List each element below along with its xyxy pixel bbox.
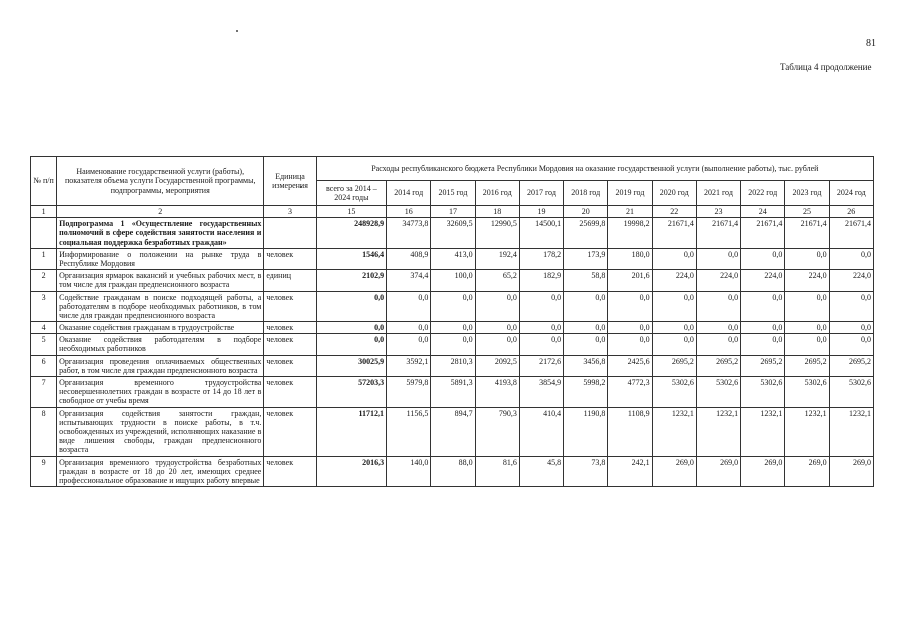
row-value: 0,0 — [519, 334, 563, 355]
column-number: 1 — [31, 206, 57, 218]
row-value: 178,2 — [519, 248, 563, 269]
header-year: 2018 год — [564, 181, 608, 206]
row-value: 0,0 — [785, 322, 829, 334]
row-unit: человек — [264, 355, 316, 376]
row-value: 0,0 — [387, 334, 431, 355]
row-value: 0,0 — [431, 322, 475, 334]
row-value: 3456,8 — [564, 355, 608, 376]
row-value: 14500,1 — [519, 218, 563, 249]
row-value: 224,0 — [652, 270, 696, 291]
row-value: 0,0 — [829, 334, 873, 355]
row-value: 5891,3 — [431, 377, 475, 408]
row-value: 4193,8 — [475, 377, 519, 408]
row-value: 1108,9 — [608, 407, 652, 456]
row-value: 12990,5 — [475, 218, 519, 249]
header-year: 2014 год — [387, 181, 431, 206]
header-year: 2015 год — [431, 181, 475, 206]
row-unit: человек — [264, 456, 316, 487]
row-value: 5302,6 — [741, 377, 785, 408]
header-year: 2016 год — [475, 181, 519, 206]
row-number: 6 — [31, 355, 57, 376]
row-value: 269,0 — [696, 456, 740, 487]
row-name: Организация временного трудоустройства безработных граждан в возрасте от 18 до 20 лет, имеющих среднее профессиональное образование и ищущих работу впервые — [57, 456, 264, 487]
row-value: 224,0 — [829, 270, 873, 291]
row-unit: человек — [264, 322, 316, 334]
column-number: 15 — [316, 206, 386, 218]
row-value: 0,0 — [608, 291, 652, 322]
row-value: 0,0 — [652, 248, 696, 269]
row-value: 173,9 — [564, 248, 608, 269]
row-value: 410,4 — [519, 407, 563, 456]
budget-table — [30, 156, 874, 487]
row-value: 0,0 — [829, 248, 873, 269]
table-row — [31, 218, 874, 249]
row-value: 790,3 — [475, 407, 519, 456]
row-value: 224,0 — [785, 270, 829, 291]
column-number: 18 — [475, 206, 519, 218]
header-year: 2021 год — [696, 181, 740, 206]
row-value: 242,1 — [608, 456, 652, 487]
table-caption: Таблица 4 продолжение — [780, 62, 872, 72]
row-value: 1232,1 — [785, 407, 829, 456]
row-unit: человек — [264, 291, 316, 322]
row-value: 100,0 — [431, 270, 475, 291]
row-total: 2102,9 — [316, 270, 386, 291]
header-unit: Единица измерения — [264, 157, 316, 206]
row-value: 2092,5 — [475, 355, 519, 376]
table-row — [31, 270, 874, 291]
row-value: 269,0 — [741, 456, 785, 487]
row-number: 9 — [31, 456, 57, 487]
row-value: 19998,2 — [608, 218, 652, 249]
row-total: 0,0 — [316, 334, 386, 355]
row-number: 7 — [31, 377, 57, 408]
row-value: 1232,1 — [652, 407, 696, 456]
header-no: № п/п — [31, 157, 57, 206]
row-value: 0,0 — [652, 291, 696, 322]
header-year: 2022 год — [741, 181, 785, 206]
row-value: 45,8 — [519, 456, 563, 487]
row-value: 1156,5 — [387, 407, 431, 456]
row-value: 65,2 — [475, 270, 519, 291]
row-value: 0,0 — [741, 334, 785, 355]
row-value: 5302,6 — [696, 377, 740, 408]
row-value: 0,0 — [475, 334, 519, 355]
row-value: 0,0 — [652, 334, 696, 355]
table-row — [31, 407, 874, 456]
column-number: 19 — [519, 206, 563, 218]
row-value: 0,0 — [785, 248, 829, 269]
row-value: 0,0 — [519, 322, 563, 334]
row-value: 0,0 — [475, 322, 519, 334]
table-row — [31, 377, 874, 408]
row-name: Подпрограмма 1 «Осуществление государственных полномочий в сфере содействия занятости населения и социальная поддержка безработных граждан» — [57, 218, 264, 249]
row-value: 58,8 — [564, 270, 608, 291]
row-name: Информирование о положении на рынке труда в Республике Мордовия — [57, 248, 264, 269]
row-value: 25699,8 — [564, 218, 608, 249]
row-value: 0,0 — [608, 322, 652, 334]
row-value: 224,0 — [696, 270, 740, 291]
row-value: 0,0 — [696, 248, 740, 269]
row-total: 2016,3 — [316, 456, 386, 487]
column-number: 3 — [264, 206, 316, 218]
row-value: 5998,2 — [564, 377, 608, 408]
row-value: 0,0 — [741, 322, 785, 334]
row-value: 2695,2 — [785, 355, 829, 376]
row-unit: человек — [264, 407, 316, 456]
row-value: 5979,8 — [387, 377, 431, 408]
row-value: 1232,1 — [741, 407, 785, 456]
row-value: 3592,1 — [387, 355, 431, 376]
row-value: 21671,4 — [741, 218, 785, 249]
row-value: 0,0 — [431, 334, 475, 355]
column-number: 25 — [785, 206, 829, 218]
row-unit — [264, 218, 316, 249]
row-value: 0,0 — [564, 291, 608, 322]
header-name: Наименование государственной услуги (работы), показателя объема услуги Государственной программы, подпрограммы, мероприятия — [57, 157, 264, 206]
row-total: 57203,3 — [316, 377, 386, 408]
row-value: 3854,9 — [519, 377, 563, 408]
row-total: 0,0 — [316, 322, 386, 334]
row-value: 0,0 — [829, 291, 873, 322]
row-value: 0,0 — [652, 322, 696, 334]
row-value: 4772,3 — [608, 377, 652, 408]
row-value: 140,0 — [387, 456, 431, 487]
row-value: 0,0 — [696, 334, 740, 355]
row-value: 0,0 — [564, 334, 608, 355]
row-value: 0,0 — [785, 334, 829, 355]
row-value: 32609,5 — [431, 218, 475, 249]
row-number: 3 — [31, 291, 57, 322]
column-numbers-row — [31, 206, 874, 218]
row-value: 224,0 — [741, 270, 785, 291]
row-value: 0,0 — [696, 291, 740, 322]
row-value: 1232,1 — [829, 407, 873, 456]
row-value: 5302,6 — [829, 377, 873, 408]
table-row — [31, 355, 874, 376]
row-value: 269,0 — [652, 456, 696, 487]
column-number: 17 — [431, 206, 475, 218]
row-value: 21671,4 — [785, 218, 829, 249]
row-value: 21671,4 — [696, 218, 740, 249]
header-year: 2017 год — [519, 181, 563, 206]
row-number: 8 — [31, 407, 57, 456]
row-value: 1190,8 — [564, 407, 608, 456]
row-value: 2695,2 — [696, 355, 740, 376]
row-value: 5302,6 — [785, 377, 829, 408]
row-name: Организация содействия занятости граждан, испытывающих трудности в поиске работы, в т.ч. освобожденных из учреждений, исполняющих наказание в виде лишения свободы, граждан предпенсионного возраста — [57, 407, 264, 456]
row-value: 0,0 — [608, 334, 652, 355]
row-total: 1546,4 — [316, 248, 386, 269]
column-number: 22 — [652, 206, 696, 218]
row-value: 0,0 — [785, 291, 829, 322]
row-number: 2 — [31, 270, 57, 291]
row-name: Организация временного трудоустройства несовершеннолетних граждан в возрасте от 14 до 18 лет в свободное от учебы время — [57, 377, 264, 408]
row-value: 81,6 — [475, 456, 519, 487]
row-value: 0,0 — [475, 291, 519, 322]
page-number: 81 — [866, 38, 876, 49]
row-value: 0,0 — [431, 291, 475, 322]
row-total: 0,0 — [316, 291, 386, 322]
table-row — [31, 334, 874, 355]
row-value: 2425,6 — [608, 355, 652, 376]
row-value: 0,0 — [519, 291, 563, 322]
column-number: 23 — [696, 206, 740, 218]
table-row — [31, 291, 874, 322]
header-year: 2023 год — [785, 181, 829, 206]
row-name: Оказание содействия работодателям в подборе необходимых работников — [57, 334, 264, 355]
row-value: 0,0 — [829, 322, 873, 334]
row-value: 88,0 — [431, 456, 475, 487]
row-value: 34773,8 — [387, 218, 431, 249]
column-number: 20 — [564, 206, 608, 218]
row-value: 201,6 — [608, 270, 652, 291]
row-value: 21671,4 — [652, 218, 696, 249]
row-value: 2695,2 — [829, 355, 873, 376]
row-unit: человек — [264, 377, 316, 408]
row-name: Организация ярмарок вакансий и учебных рабочих мест, в том числе для граждан предпенсионного возраста — [57, 270, 264, 291]
row-unit: человек — [264, 248, 316, 269]
row-name: Содействие гражданам в поиске подходящей работы, а работодателям в подборе необходимых работников, в том числе для граждан предпенсионного возраста — [57, 291, 264, 322]
row-value: 180,0 — [608, 248, 652, 269]
row-value: 0,0 — [564, 322, 608, 334]
row-total: 248928,9 — [316, 218, 386, 249]
scan-speck — [236, 30, 238, 32]
row-value: 192,4 — [475, 248, 519, 269]
row-name: Организация проведения оплачиваемых общественных работ, в том числе для граждан предпенсионного возраста — [57, 355, 264, 376]
row-value: 413,0 — [431, 248, 475, 269]
column-number: 26 — [829, 206, 873, 218]
row-value: 73,8 — [564, 456, 608, 487]
row-value: 0,0 — [741, 291, 785, 322]
row-value: 269,0 — [829, 456, 873, 487]
header-expenses: Расходы республиканского бюджета Республики Мордовия на оказание государственной услуги (выполнение работы), тыс. рублей — [316, 157, 873, 181]
row-value: 2695,2 — [741, 355, 785, 376]
row-value: 182,9 — [519, 270, 563, 291]
row-name: Оказание содействия гражданам в трудоустройстве — [57, 322, 264, 334]
column-number: 21 — [608, 206, 652, 218]
column-number: 16 — [387, 206, 431, 218]
row-value: 2695,2 — [652, 355, 696, 376]
row-number: 5 — [31, 334, 57, 355]
row-number — [31, 218, 57, 249]
row-value: 374,4 — [387, 270, 431, 291]
column-number: 24 — [741, 206, 785, 218]
header-total: всего за 2014 – 2024 годы — [316, 181, 386, 206]
row-value: 0,0 — [387, 322, 431, 334]
row-value: 2172,6 — [519, 355, 563, 376]
row-total: 11712,1 — [316, 407, 386, 456]
row-value: 0,0 — [741, 248, 785, 269]
row-value: 0,0 — [387, 291, 431, 322]
table-row — [31, 322, 874, 334]
row-value: 21671,4 — [829, 218, 873, 249]
header-year: 2024 год — [829, 181, 873, 206]
table-row — [31, 248, 874, 269]
column-number: 2 — [57, 206, 264, 218]
row-value: 408,9 — [387, 248, 431, 269]
row-value: 894,7 — [431, 407, 475, 456]
row-value: 0,0 — [696, 322, 740, 334]
row-value: 2810,3 — [431, 355, 475, 376]
row-number: 1 — [31, 248, 57, 269]
row-value: 5302,6 — [652, 377, 696, 408]
row-total: 30025,9 — [316, 355, 386, 376]
row-value: 269,0 — [785, 456, 829, 487]
header-year: 2019 год — [608, 181, 652, 206]
row-unit: единиц — [264, 270, 316, 291]
row-number: 4 — [31, 322, 57, 334]
row-unit: человек — [264, 334, 316, 355]
header-year: 2020 год — [652, 181, 696, 206]
row-value: 1232,1 — [696, 407, 740, 456]
table-row — [31, 456, 874, 487]
